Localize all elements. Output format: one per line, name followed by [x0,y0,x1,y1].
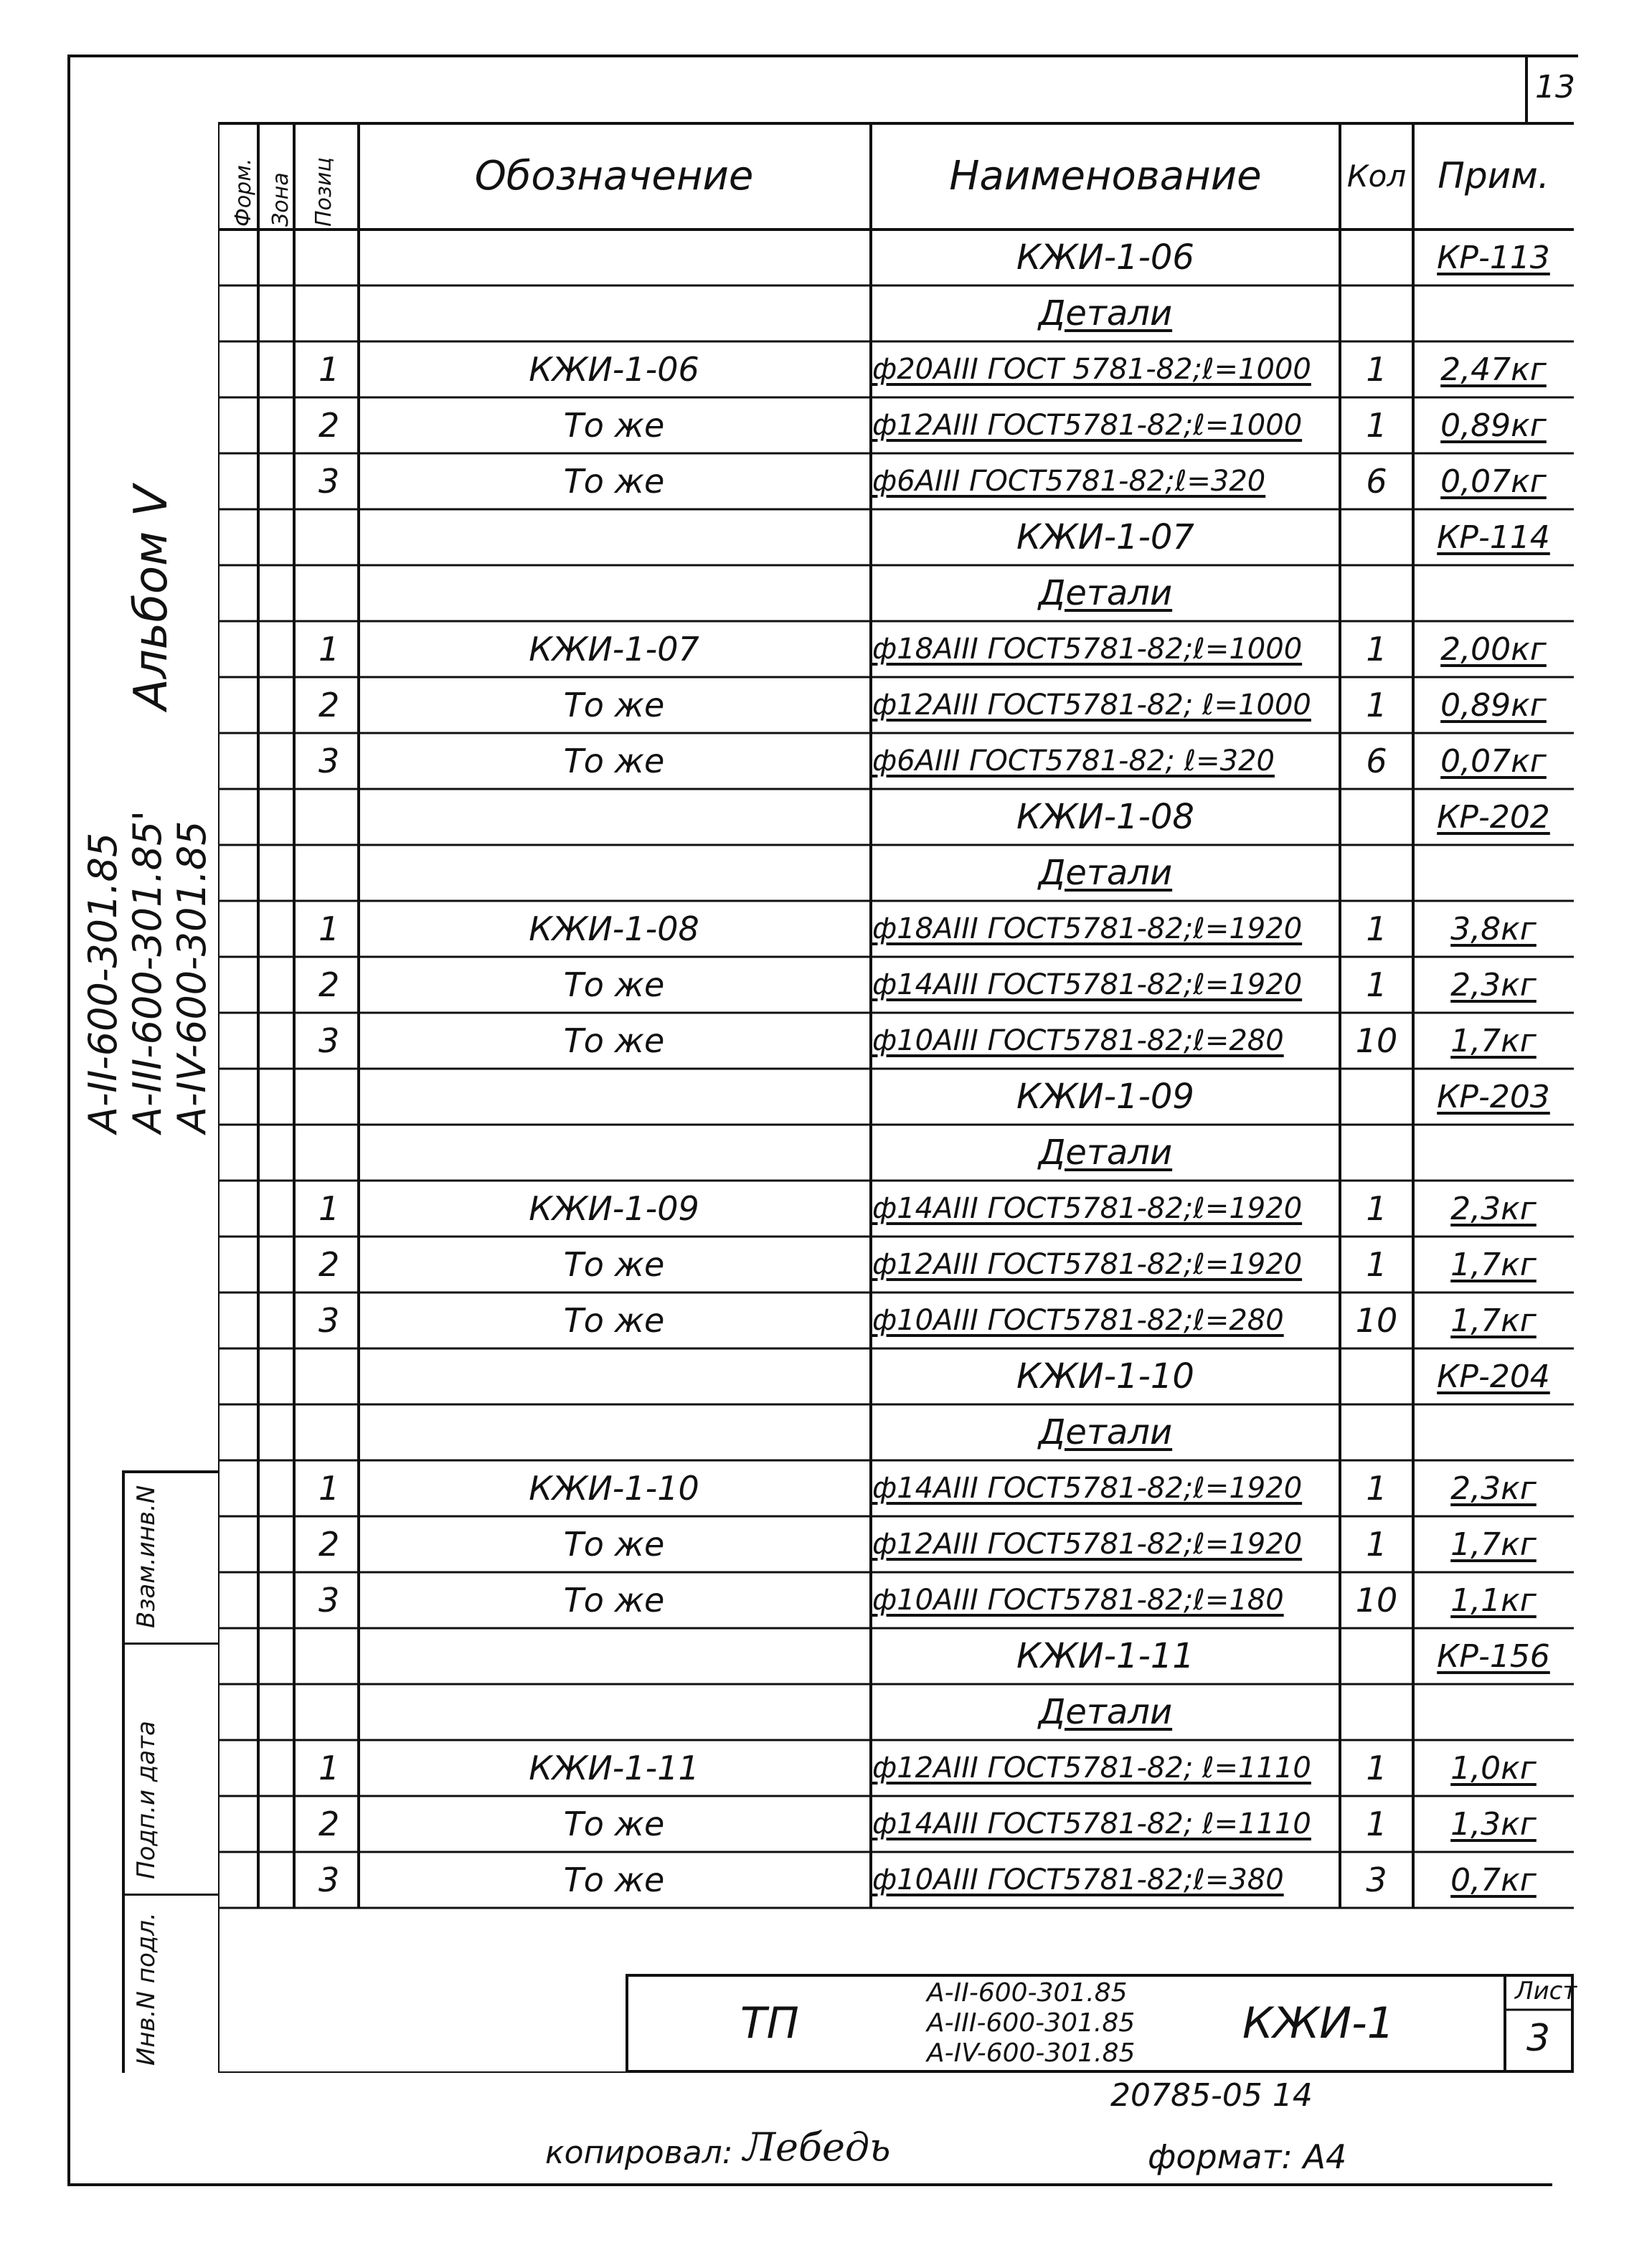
cell-position: 3 [318,1581,340,1620]
cell-designation: То же [563,1245,665,1284]
cell-name: ф18АIII ГОСТ5781-82;ℓ=1000 [872,633,1303,666]
table-row [218,677,1574,733]
cell-position [294,230,359,285]
cell-position [294,1069,359,1125]
cell-designation [359,1348,869,1404]
cell-name: ф12АIII ГОСТ5781-82;ℓ=1920 [872,1528,1303,1561]
cell-name: ф14АIII ГОСТ5781-82;ℓ=1920 [872,968,1303,1001]
cell-position [294,1125,359,1181]
cell-qty: 3 [1366,1861,1387,1899]
cell-note: КР-203 [1437,1078,1550,1115]
cell-designation [359,1069,869,1125]
cell-designation: КЖИ-1-09 [529,1189,699,1228]
cell-qty: 1 [1366,1469,1387,1508]
cell-note: КР-204 [1437,1358,1550,1395]
cell-designation: КЖИ-1-06 [529,350,699,389]
cell-note: 0,89кг [1440,407,1547,444]
cell-designation [359,509,869,565]
cell-designation: То же [563,406,665,445]
stamp-strip-div2 [122,1894,218,1896]
side-code-3: А-IV-600-301.85 [169,821,214,1133]
title-code-2: А-III-600-301.85 [927,2008,1136,2038]
cell-note [1413,1404,1574,1460]
cell-name: Детали [1038,293,1173,334]
cell-designation: То же [563,686,665,724]
cell-name: КЖИ-1-08 [1016,797,1194,837]
table-row [218,957,1574,1013]
table-row [218,453,1574,509]
cell-qty [1341,230,1412,285]
table-row [218,1460,1574,1516]
cell-position [294,1628,359,1684]
title-sheet-label: Лист [1515,1977,1577,2005]
cell-note: КР-202 [1437,798,1550,836]
cell-name: ф12АIII ГОСТ5781-82;ℓ=1000 [872,409,1303,442]
cell-name: ф12АIII ГОСТ5781-82; ℓ=1000 [872,689,1311,722]
table-row [218,1796,1574,1852]
cell-qty: 1 [1366,1525,1387,1564]
cell-name: ф12АIII ГОСТ5781-82;ℓ=1920 [872,1248,1303,1281]
cell-position: 2 [318,1245,340,1284]
cell-name: ф10АIII ГОСТ5781-82;ℓ=380 [872,1863,1284,1896]
cell-qty: 1 [1366,1245,1387,1284]
cell-position [294,845,359,901]
cell-note: 1,0кг [1450,1749,1537,1787]
cell-qty: 1 [1366,1189,1387,1228]
cell-qty: 1 [1366,406,1387,445]
cell-designation: То же [563,1301,665,1340]
cell-name: Детали [1038,1412,1173,1452]
cell-note [1413,1125,1574,1181]
table-row [218,789,1574,845]
cell-note: 2,3кг [1450,1190,1537,1227]
cell-qty: 1 [1366,630,1387,668]
cell-qty [1341,1628,1412,1684]
title-mark: КЖИ-1 [1242,1998,1394,2048]
title-sheet-number: 3 [1526,2017,1551,2060]
cell-name: Детали [1038,1133,1173,1173]
cell-designation [359,285,869,341]
cell-qty [1341,509,1412,565]
cell-qty: 1 [1366,909,1387,948]
table-row [218,397,1574,453]
stamp-strip-left [122,1470,125,2073]
cell-position: 2 [318,686,340,724]
cell-designation [359,1404,869,1460]
cell-designation: То же [563,462,665,501]
cell-designation [359,565,869,621]
cell-name: ф14АIII ГОСТ5781-82;ℓ=1920 [872,1192,1303,1225]
format-label: формат: А4 [1148,2137,1347,2176]
cell-note: 1,7кг [1450,1526,1537,1563]
frame-left-line [67,55,70,2185]
table-row [218,230,1574,285]
header-format: Форм. [231,158,256,227]
cell-designation: То же [563,1525,665,1564]
cell-qty: 1 [1366,965,1387,1004]
cell-position: 1 [318,350,340,389]
cell-position [294,789,359,845]
stamp-strip-top [122,1470,218,1473]
cell-designation: КЖИ-1-11 [529,1749,699,1787]
table-row [218,845,1574,901]
cell-qty [1341,1125,1412,1181]
cell-position [294,1348,359,1404]
side-code-1: А-II-600-301.85 [80,832,126,1133]
cell-qty: 10 [1355,1581,1398,1620]
cell-position [294,509,359,565]
cell-designation: То же [563,1581,665,1620]
cell-qty [1341,1348,1412,1404]
table-row [218,901,1574,957]
cell-name: КЖИ-1-07 [1016,517,1194,557]
cell-designation [359,789,869,845]
cell-qty [1341,1069,1412,1125]
cell-designation: КЖИ-1-08 [529,909,699,948]
cell-note: 0,7кг [1450,1861,1537,1899]
cell-note [1413,1684,1574,1740]
title-tp: ТП [740,1998,799,2048]
cell-name: ф10АIII ГОСТ5781-82;ℓ=280 [872,1304,1284,1337]
cell-position: 3 [318,1301,340,1340]
table-row [218,1292,1574,1348]
table-row [218,1237,1574,1292]
cell-designation [359,1125,869,1181]
table-row [218,1740,1574,1796]
cell-position: 1 [318,1749,340,1787]
cell-position: 1 [318,1189,340,1228]
cell-position: 3 [318,1021,340,1060]
cell-qty: 1 [1366,686,1387,724]
stamp-original-inv: Инв.N подл. [132,1912,161,2066]
cell-position: 3 [318,1861,340,1899]
cell-name: ф14АIII ГОСТ5781-82;ℓ=1920 [872,1472,1303,1505]
cell-name: Детали [1038,573,1173,613]
table-row [218,621,1574,677]
frame-top-line [67,55,1578,57]
header-qty: Кол [1346,158,1407,194]
album-label: Альбом V [125,485,178,710]
cell-name: ф14АIII ГОСТ5781-82; ℓ=1110 [872,1807,1311,1840]
cell-designation [359,1628,869,1684]
cell-designation: КЖИ-1-07 [529,630,699,668]
cell-designation: КЖИ-1-10 [529,1469,699,1508]
stamp-strip-div1 [122,1643,218,1645]
cell-position [294,565,359,621]
cell-note: 0,89кг [1440,686,1547,724]
cell-note: КР-113 [1437,239,1550,276]
cell-name: ф6АIII ГОСТ5781-82; ℓ=320 [872,745,1275,778]
table-row [218,1125,1574,1181]
cell-designation: То же [563,1021,665,1060]
copied-by-label: копировал: [545,2135,733,2171]
table-row [218,1013,1574,1069]
table-row [218,285,1574,341]
cell-note: КР-114 [1437,519,1550,556]
cell-position: 2 [318,1525,340,1564]
cell-name: ф18АIII ГОСТ5781-82;ℓ=1920 [872,912,1303,945]
cell-name: КЖИ-1-11 [1016,1636,1194,1676]
cell-qty: 1 [1366,1749,1387,1787]
cell-note: 1,7кг [1450,1022,1537,1059]
header-name: Наименование [949,152,1262,199]
cell-note: 0,07кг [1440,742,1547,780]
cell-qty: 1 [1366,350,1387,389]
cell-note: 3,8кг [1450,910,1537,947]
cell-position: 2 [318,406,340,445]
cell-designation: То же [563,965,665,1004]
cell-note: 1,1кг [1450,1582,1537,1619]
cell-name: ф12АIII ГОСТ5781-82; ℓ=1110 [872,1752,1311,1785]
cell-qty: 6 [1366,742,1387,780]
table-row [218,1516,1574,1572]
cell-position [294,285,359,341]
cell-qty [1341,1684,1412,1740]
cell-name: КЖИ-1-09 [1016,1077,1194,1117]
cell-name: ф10АIII ГОСТ5781-82;ℓ=180 [872,1584,1284,1617]
header-zone: Зона [268,172,293,227]
cell-note [1413,845,1574,901]
frame-bottom-line [67,2183,1552,2186]
specification-table [218,122,1574,2073]
cell-qty: 6 [1366,462,1387,501]
cell-position: 3 [318,462,340,501]
copied-by-signature: Лебедь [743,2125,891,2170]
header-designation: Обозначение [474,152,754,199]
stamp-replacement-inv: Взам.инв.N [132,1485,161,1628]
cell-name: ф6АIII ГОСТ5781-82;ℓ=320 [872,465,1266,498]
table-row [218,341,1574,397]
cell-note: 1,7кг [1450,1246,1537,1283]
cell-designation [359,1684,869,1740]
table-row [218,1852,1574,1908]
cell-note: 2,3кг [1450,1470,1537,1507]
cell-note: КР-156 [1437,1637,1550,1675]
archive-number: 20785-05 14 [1110,2077,1313,2114]
table-row [218,1404,1574,1460]
cell-note: 2,00кг [1440,630,1547,668]
cell-qty [1341,789,1412,845]
cell-note: 0,07кг [1440,463,1547,500]
cell-position: 3 [318,742,340,780]
cell-designation [359,845,869,901]
cell-name: КЖИ-1-06 [1016,237,1194,278]
table-row [218,565,1574,621]
cell-position: 2 [318,965,340,1004]
table-row [218,509,1574,565]
cell-qty: 10 [1355,1021,1398,1060]
table-row [218,1348,1574,1404]
cell-qty: 1 [1366,1805,1387,1843]
cell-name: Детали [1038,853,1173,893]
cell-position: 1 [318,909,340,948]
cell-note: 2,3кг [1450,966,1537,1003]
cell-qty [1341,845,1412,901]
header-note: Прим. [1438,155,1549,197]
page-box-left [1525,56,1528,122]
table-row [218,1628,1574,1684]
cell-position [294,1404,359,1460]
cell-note [1413,285,1574,341]
cell-note: 1,3кг [1450,1805,1537,1843]
cell-position: 1 [318,1469,340,1508]
cell-name: КЖИ-1-10 [1016,1356,1194,1396]
cell-qty: 10 [1355,1301,1398,1340]
cell-position: 2 [318,1805,340,1843]
table-row [218,1684,1574,1740]
table-row [218,1181,1574,1237]
title-block [626,1974,1577,2073]
title-code-3: А-IV-600-301.85 [927,2038,1136,2068]
table-row [218,733,1574,789]
page-number: 13 [1535,69,1575,105]
side-code-2: А-III-600-301.85' [125,810,170,1133]
table-row [218,1572,1574,1628]
stamp-signature-date: Подп.и дата [132,1721,161,1879]
cell-note: 1,7кг [1450,1302,1537,1339]
cell-position [294,1684,359,1740]
cell-designation: То же [563,1861,665,1899]
cell-note [1413,565,1574,621]
cell-designation: То же [563,742,665,780]
cell-designation: То же [563,1805,665,1843]
cell-position: 1 [318,630,340,668]
cell-name: ф10АIII ГОСТ5781-82;ℓ=280 [872,1024,1284,1057]
cell-qty [1341,285,1412,341]
cell-note: 2,47кг [1440,351,1547,388]
table-row [218,1069,1574,1125]
cell-name: Детали [1038,1692,1173,1732]
header-position: Позиц [311,157,336,227]
cell-designation [359,230,869,285]
cell-qty [1341,1404,1412,1460]
cell-name: ф20АIII ГОСТ 5781-82;ℓ=1000 [872,353,1311,386]
title-code-1: А-II-600-301.85 [927,1978,1128,2008]
cell-qty [1341,565,1412,621]
